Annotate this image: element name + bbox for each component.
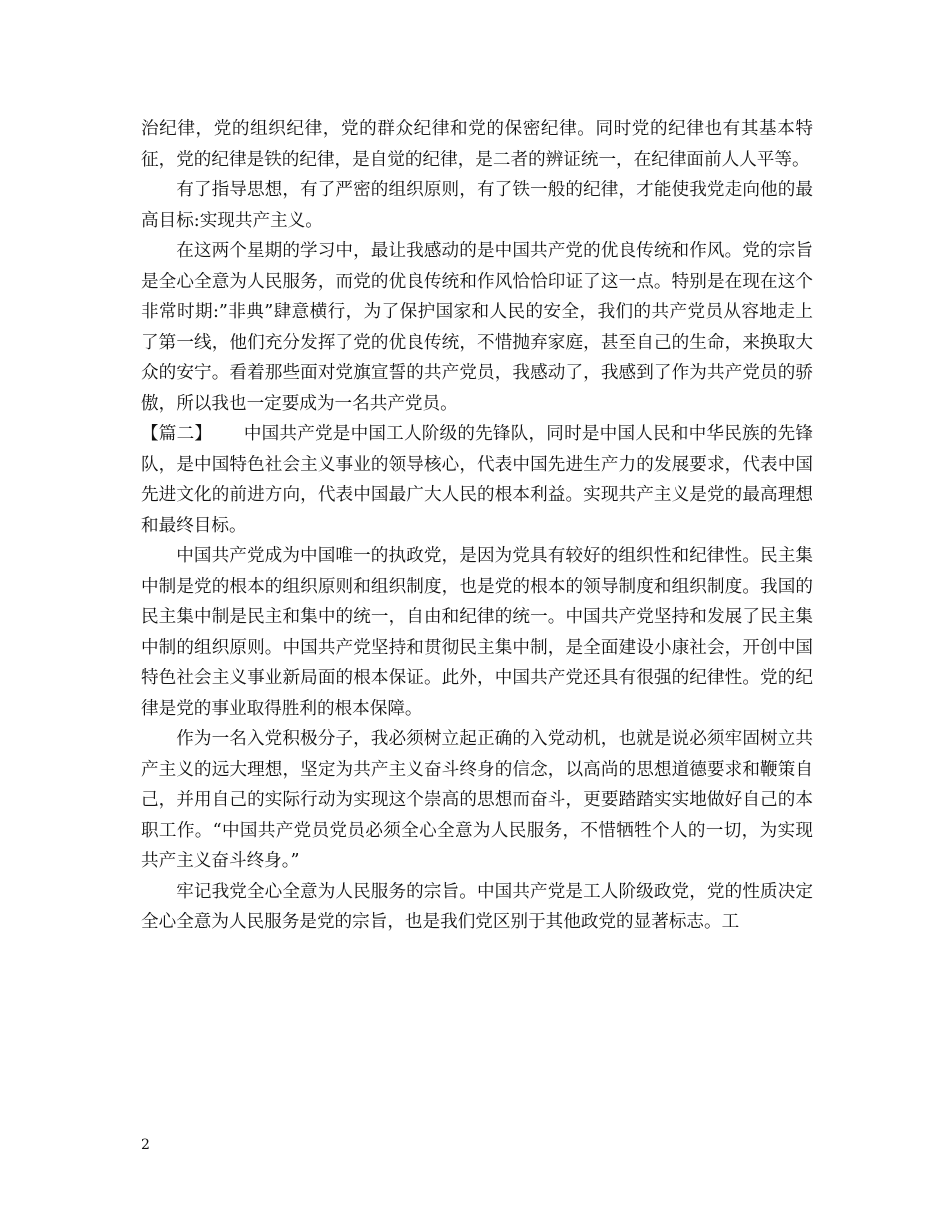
section-tag: 【篇二】 [141,424,213,444]
section-first-text: 中国共产党是中国工人阶级的先锋队，同时是中国人民和中华民族的先锋队，是中国特色社会主义事业的领导核心，代表中国先进生产力的发展要求，代表中国先进文化的前进方向，代表中国最广大人民的根本利益。实现共产主义是党的最高理想和最终目标。 [141,424,813,536]
paragraph-party-activist: 作为一名入党积极分子，我必须树立起正确的入党动机，也就是说必须牢固树立共产主义的远大理想，坚定为共产主义奋斗终身的信念，以高尚的思想道德要求和鞭策自己，并用自己的实际行动为实现这个崇高的思想而奋斗，更要踏踏实实地做好自己的本职工作。“中国共产党员党员必须全心全意为人民服务，不惜牺牲个人的一切，为实现共产主义奋斗终身。” [141,729,813,871]
paragraph-democratic-centralism: 中国共产党成为中国唯一的执政党，是因为党具有较好的组织性和纪律性。民主集中制是党的根本的组织原则和组织制度，也是党的根本的领导制度和组织制度。我国的民主集中制是民主和集中的统一，自由和纪律的统一。中国共产党坚持和发展了民主集中制的组织原则。中国共产党坚持和贯彻民主集中制，是全面建设小康社会，开创中国特色社会主义事业新局面的根本保证。此外，中国共产党还具有很强的纪律性。党的纪律是党的事业取得胜利的根本保障。 [141,546,813,719]
paragraph-continued: 治纪律，党的组织纪律，党的群众纪律和党的保密纪律。同时党的纪律也有其基本特征，党的纪律是铁的纪律，是自觉的纪律，是二者的辨证统一，在纪律面前人人平等。 [141,119,813,170]
paragraph-study-reflection: 在这两个星期的学习中，最让我感动的是中国共产党的优良传统和作风。党的宗旨是全心全意为人民服务，而党的优良传统和作风恰恰印证了这一点。特别是在现在这个非常时期:”非典”肆意横行，为了保护国家和人民的安全，我们的共产党员从容地走上了第一线，他们充分发挥了党的优良传统，不惜抛弃家庭，甚至自己的生命，来换取大众的安宁。看着那些面对党旗宣誓的共产党员，我感动了，我感到了作为共产党员的骄傲，所以我也一定要成为一名共产党员。 [141,241,813,414]
document-body [141,114,813,938]
paragraph-serve-people: 牢记我党全心全意为人民服务的宗旨。中国共产党是工人阶级政党，党的性质决定全心全意为人民服务是党的宗旨，也是我们党区别于其他政党的显著标志。工 [141,881,813,932]
page-number: 2 [141,1137,150,1153]
paragraph-guiding-thought: 有了指导思想，有了严密的组织原则，有了铁一般的纪律，才能使我党走向他的最高目标:实现共产主义。 [141,180,813,231]
section-two-first-paragraph [141,419,813,541]
